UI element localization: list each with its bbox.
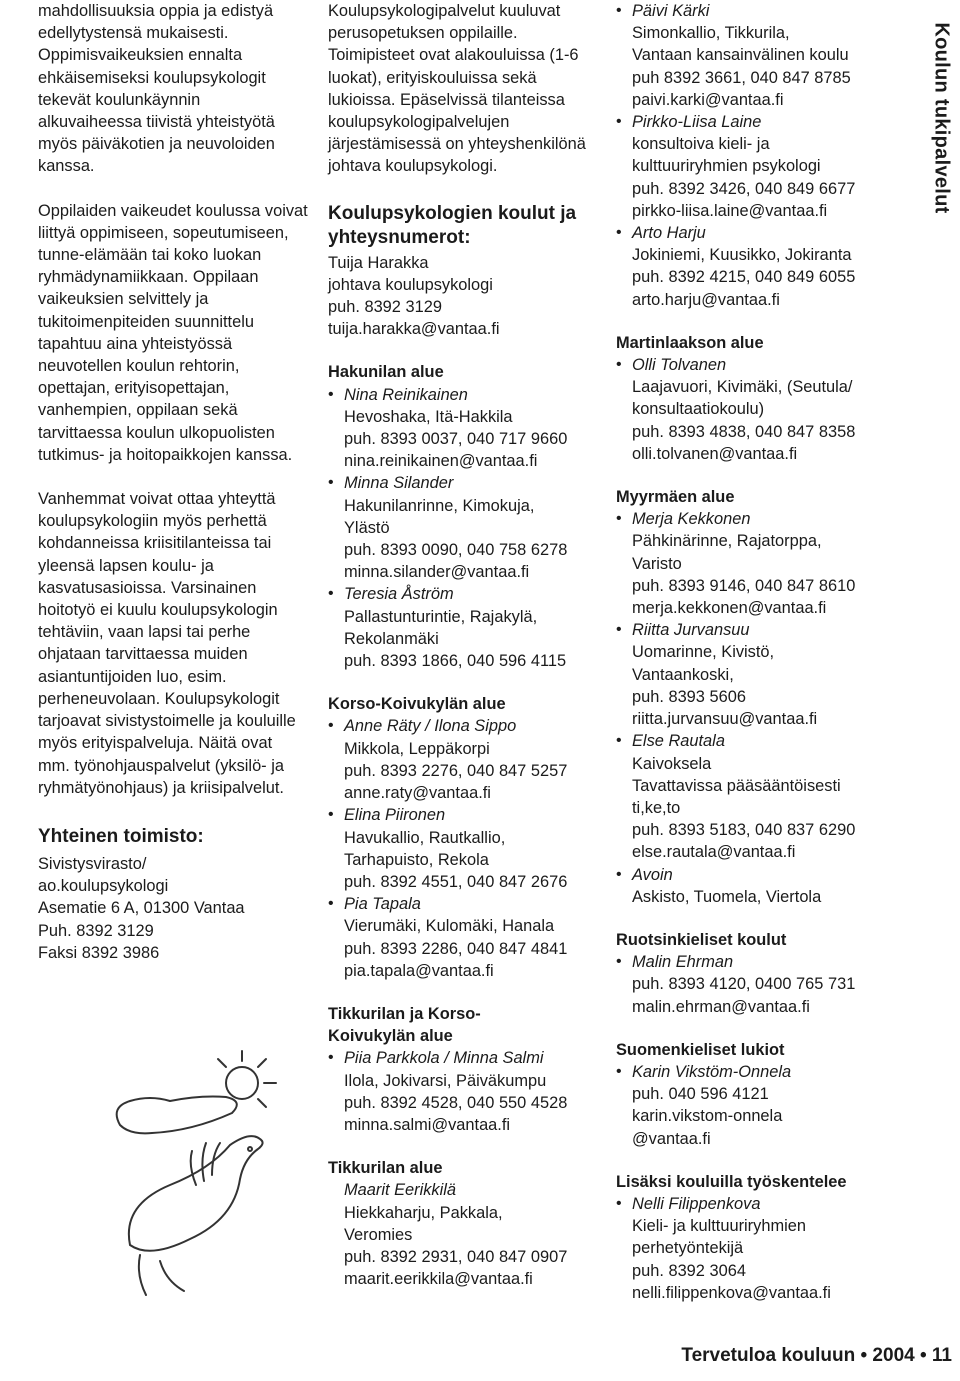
- person-name: • Else Rautala: [632, 732, 725, 751]
- contact-line: puh. 8393 0037, 040 717 9660: [344, 430, 568, 449]
- intro-paragraph: Koulupsykologipalvelut kuuluvat perusopetuksen oppilaille. Toimipisteet ovat alakouluissa (1-6 luokat), erityiskouluissa sekä lukioissa. Epäselvissä tilanteissa koulupsykologipalvelujen järjestämisessä on yhteyshenkilönä johtava koulupsykologi.: [328, 2, 586, 176]
- office-address: [38, 853, 308, 964]
- contact-list: [328, 1047, 596, 1136]
- contact-line: paivi.karki@vantaa.fi: [632, 90, 784, 109]
- page-footer: Tervetuloa kouluun • 2004 • 11: [681, 1345, 952, 1366]
- paragraph: Vanhemmat voivat ottaa yhteyttä koulupsykologiin myös perhettä kohdanneissa kriisitilanteissa tai yleensä lapsen koulu- ja kasvatusasioissa. Varsinainen hoitotyö ei kuulu koulupsykologin tehtäviin, vaan lapsi tai perhe ohjataan tarvittaessa muiden asiantuntijoiden luo, esim. perheneuvolaan. Koulupsykologit tarjoavat sivistystoimelle ja kouluille myös erityispalveluja. Näitä ovat mm. työnohjauspalvelut (yksilö- ja ryhmätyönohjaus) ja kriisipalvelut.: [38, 490, 296, 797]
- contact-line: minna.salmi@vantaa.fi: [344, 1115, 511, 1134]
- contact-list: [616, 508, 888, 908]
- contact-line: puh. 040 596 4121: [632, 1085, 769, 1104]
- person-name: • Arto Harju: [632, 224, 706, 243]
- contact-line: Vantaankoski,: [632, 665, 734, 684]
- area-heading: Hakunilan alue: [328, 363, 444, 382]
- contact-entry: [328, 1047, 596, 1136]
- area-section: [616, 486, 888, 908]
- person-name: • Nelli Filippenkova: [632, 1194, 761, 1213]
- person-name: • Elina Piironen: [344, 806, 446, 825]
- address-line: Sivistysvirasto/: [38, 854, 147, 873]
- contact-entry: [328, 893, 596, 982]
- contact-line: Ilola, Jokivarsi, Päiväkumpu: [344, 1071, 547, 1090]
- contact-line: puh. 8392 3426, 040 849 6677: [632, 179, 856, 198]
- contact-entry: [328, 804, 596, 893]
- contact-line: Hiekkaharju, Pakkala,: [344, 1203, 503, 1222]
- contact-line: Vantaan kansainvälinen koulu: [632, 46, 849, 65]
- contact-line: johtava koulupsykologi: [328, 275, 493, 294]
- contact-line: puh. 8392 3064: [632, 1261, 746, 1280]
- contact-line: malin.ehrman@vantaa.fi: [632, 997, 810, 1016]
- contact-line: Simonkallio, Tikkurila,: [632, 24, 790, 43]
- person-name: • Merja Kekkonen: [632, 510, 751, 529]
- person-name: • Olli Tolvanen: [632, 356, 727, 375]
- contact-line: Tarhapuisto, Rekola: [344, 850, 489, 869]
- contact-list: [328, 715, 596, 981]
- area-heading: Myyrmäen alue: [616, 488, 735, 507]
- contact-line: pia.tapala@vantaa.fi: [344, 961, 494, 980]
- contact-line: konsultaatiokoulu): [632, 400, 765, 419]
- area-section: [328, 361, 596, 672]
- address-line: ao.koulupsykologi: [38, 877, 169, 896]
- contact-entry: [616, 864, 888, 908]
- contact-line: perhetyöntekijä: [632, 1239, 744, 1258]
- contact-line: puh. 8393 1866, 040 596 4115: [344, 652, 567, 671]
- side-title: [928, 0, 954, 240]
- contact-line: else.rautala@vantaa.fi: [632, 843, 796, 862]
- area-heading: Lisäksi kouluilla työskentelee: [616, 1172, 847, 1191]
- contact-line: Pallastunturintie, Rajakylä,: [344, 607, 538, 626]
- area-heading: Martinlaakson alue: [616, 333, 764, 352]
- contact-line: Tuija Harakka: [328, 253, 429, 272]
- contact-line: puh. 8393 5606: [632, 687, 746, 706]
- contact-entry: [328, 384, 596, 473]
- contact-line: Hevoshaka, Itä-Hakkila: [344, 407, 513, 426]
- column-2: [328, 0, 596, 1311]
- contact-line: Laajavuori, Kivimäki, (Seutula/: [632, 378, 853, 397]
- contact-line: Tavattavissa pääsääntöisesti: [632, 776, 841, 795]
- office-heading: Yhteinen toimisto:: [38, 825, 204, 847]
- area-section: [328, 1003, 596, 1136]
- area-section: [616, 1171, 888, 1304]
- contact-line: puh. 8392 3129: [328, 298, 442, 317]
- contact-line: ti,ke,to: [632, 798, 681, 817]
- contact-line: Rekolanmäki: [344, 629, 439, 648]
- contact-line: puh. 8393 2286, 040 847 4841: [344, 939, 568, 958]
- contact-line: riitta.jurvansuu@vantaa.fi: [632, 710, 818, 729]
- contact-line: Varisto: [632, 554, 682, 573]
- contact-entry: [616, 951, 888, 1018]
- contact-line: arto.harju@vantaa.fi: [632, 290, 780, 309]
- contact-line: Jokiniemi, Kuusikko, Jokiranta: [632, 246, 852, 265]
- person-name: • Pia Tapala: [344, 895, 421, 914]
- contact-list: [616, 0, 888, 311]
- area-heading: Tikkurilan ja Korso-Koivukylän alue: [328, 1004, 481, 1046]
- contact-list: [328, 384, 596, 673]
- area-section: [616, 929, 888, 1018]
- contact-entry: [616, 1193, 888, 1304]
- contact-line: Askisto, Tuomela, Viertola: [632, 887, 822, 906]
- contact-entry: [328, 583, 596, 672]
- person-name: • Anne Räty / Ilona Sippo: [344, 717, 517, 736]
- area-section: [328, 1157, 596, 1290]
- area-section: [616, 332, 888, 465]
- contact-line: Mikkola, Leppäkorpi: [344, 739, 490, 758]
- schools-heading: Koulupsykologien koulut ja yhteysnumerot:: [328, 202, 577, 248]
- contact-line: anne.raty@vantaa.fi: [344, 784, 491, 803]
- contact-line: Kieli- ja kulttuuriryhmien: [632, 1217, 806, 1236]
- contact-entry: [616, 354, 888, 465]
- address-line: Asematie 6 A, 01300 Vantaa: [38, 899, 245, 918]
- lead-contact: [328, 252, 596, 341]
- contact-line: maarit.eerikkila@vantaa.fi: [344, 1270, 533, 1289]
- contact-line: Kaivoksela: [632, 754, 712, 773]
- contact-list: [616, 354, 888, 465]
- bird-drawing-illustration: [100, 1015, 300, 1335]
- contact-entry: [616, 0, 888, 111]
- person-name: • Päivi Kärki: [632, 2, 710, 20]
- contact-line: puh. 8392 4551, 040 847 2676: [344, 872, 568, 891]
- person-name: • Nina Reinikainen: [344, 385, 468, 404]
- contact-line: puh. 8393 5183, 040 837 6290: [632, 821, 856, 840]
- contact-line: puh. 8392 4215, 040 849 6055: [632, 268, 856, 287]
- contact-line: konsultoiva kieli- ja: [632, 135, 770, 154]
- person-name: • Pirkko-Liisa Laine: [632, 113, 762, 132]
- contact-line: puh. 8393 4838, 040 847 8358: [632, 422, 856, 441]
- contact-line: puh. 8392 4528, 040 550 4528: [344, 1093, 568, 1112]
- area-list: [616, 332, 888, 1304]
- contact-entry: [616, 111, 888, 222]
- contact-line: puh. 8393 2276, 040 847 5257: [344, 761, 568, 780]
- contact-line: merja.kekkonen@vantaa.fi: [632, 599, 827, 618]
- person-name: • Riitta Jurvansuu: [632, 621, 750, 640]
- contact-entry: [328, 1179, 596, 1290]
- contact-line: tuija.harakka@vantaa.fi: [328, 320, 500, 339]
- person-name: • Avoin: [632, 865, 673, 884]
- column-3: [616, 0, 888, 1325]
- person-name: Maarit Eerikkilä: [344, 1181, 457, 1200]
- contact-list: [616, 951, 888, 1018]
- person-name: • Malin Ehrman: [632, 953, 734, 972]
- contact-entry: [328, 715, 596, 804]
- contact-line: Havukallio, Rautkallio,: [344, 828, 506, 847]
- contact-line: olli.tolvanen@vantaa.fi: [632, 444, 798, 463]
- person-name: • Piia Parkkola / Minna Salmi: [344, 1049, 544, 1068]
- paragraph: Oppilaiden vaikeudet koulussa voivat liittyä oppimiseen, sopeutumiseen, tunne-elämään tai koko luokan ryhmädynamiikkaan. Oppilaan vaikeuksien selvittely ja tukitoimenpiteiden suunnittelu tapahtuu aina yhteistyössä neuvotellen koulun rehtorin, opettajan, erityisopettajan, vanhempien, oppilaan sekä tarvittaessa koulun ulkopuolisten tutkimus- ja hoitopaikkojen kanssa.: [38, 201, 308, 464]
- contact-list: [616, 1061, 888, 1150]
- person-name: • Minna Silander: [344, 474, 454, 493]
- contact-line: kulttuuriryhmien psykologi: [632, 157, 821, 176]
- contact-line: Veromies: [344, 1225, 413, 1244]
- contact-list: [616, 1193, 888, 1304]
- contact-line: nelli.filippenkova@vantaa.fi: [632, 1283, 831, 1302]
- contact-line: pirkko-liisa.laine@vantaa.fi: [632, 201, 828, 220]
- person-name: • Karin Vikstöm-Onnela: [632, 1062, 792, 1081]
- area-section: [328, 693, 596, 982]
- address-line: Puh. 8392 3129: [38, 921, 154, 940]
- contact-line: Hakunilanrinne, Kimokuja,: [344, 496, 535, 515]
- contact-line: Pähkinärinne, Rajatorppa,: [632, 532, 822, 551]
- contact-entry: [616, 730, 888, 863]
- area-section: [616, 1039, 888, 1150]
- contact-entry: [328, 472, 596, 583]
- contact-line: @vantaa.fi: [632, 1129, 711, 1148]
- contact-line: puh. 8393 0090, 040 758 6278: [344, 541, 568, 560]
- contact-entry: [616, 508, 888, 619]
- contact-line: karin.vikstom-onnela: [632, 1107, 783, 1126]
- person-name: • Teresia Åström: [344, 585, 454, 604]
- area-list: [328, 361, 596, 1290]
- column-1: [38, 0, 308, 964]
- area-heading: Tikkurilan alue: [328, 1159, 443, 1178]
- area-heading: Ruotsinkieliset koulut: [616, 930, 787, 949]
- side-title-text: Koulun tukipalvelut: [930, 22, 953, 214]
- contact-line: Uomarinne, Kivistö,: [632, 643, 775, 662]
- contact-line: puh 8392 3661, 040 847 8785: [632, 68, 851, 87]
- contact-entry: [616, 619, 888, 730]
- contact-line: puh. 8393 4120, 0400 765 731: [632, 975, 856, 994]
- contact-line: minna.silander@vantaa.fi: [344, 563, 530, 582]
- contact-line: Ylästö: [344, 518, 390, 537]
- contact-line: Vierumäki, Kulomäki, Hanala: [344, 917, 555, 936]
- contact-line: puh. 8392 2931, 040 847 0907: [344, 1247, 568, 1266]
- contact-line: puh. 8393 9146, 040 847 8610: [632, 576, 856, 595]
- address-line: Faksi 8392 3986: [38, 943, 160, 962]
- contact-line: nina.reinikainen@vantaa.fi: [344, 452, 538, 471]
- contact-entry: [616, 222, 888, 311]
- area-heading: Suomenkieliset lukiot: [616, 1040, 785, 1059]
- paragraph: mahdollisuuksia oppia ja edistyä edellytystensä mukaisesti. Oppimisvaikeuksien ennalta ehkäisemiseksi koulupsykologit tekevät koulunkäynnin alkuvaiheessa tiivistä yhteistyötä myös päiväkotien ja neuvoloiden kanssa.: [38, 2, 275, 176]
- area-heading: Korso-Koivukylän alue: [328, 695, 506, 714]
- contact-entry: [616, 1061, 888, 1150]
